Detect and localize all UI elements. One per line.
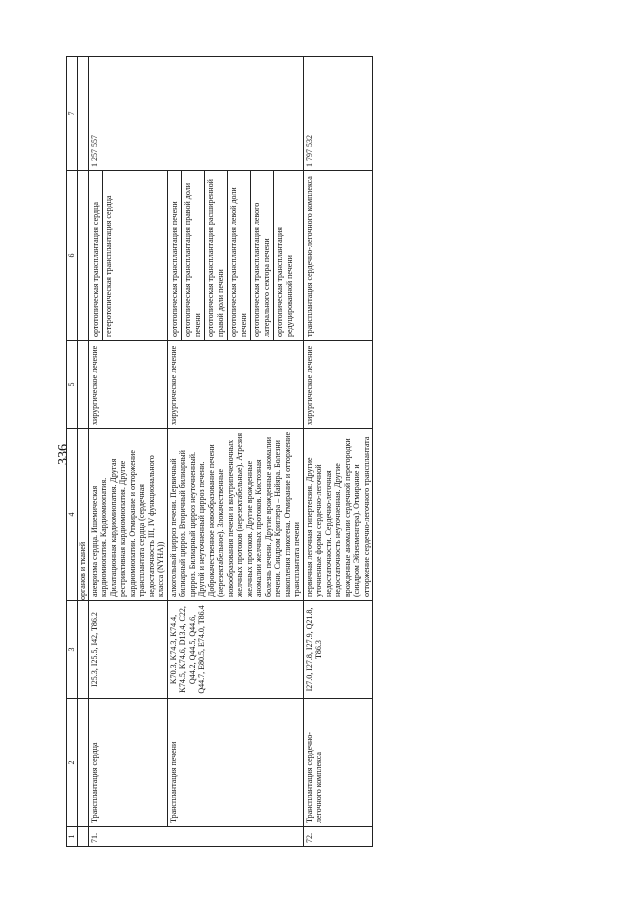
method-item: ортотопическая трансплантация левой доли печени	[227, 171, 250, 340]
method-item: ортотопическая трансплантация расширенной правой доли печени	[204, 171, 227, 340]
icd-codes: I25.3, I25.5, I42, T86.2	[88, 601, 167, 699]
method-item: гетеротопическая трансплантация сердца	[102, 171, 116, 340]
icd-codes: I27.0, I27.8, I27.9, Q21.8, T86.3	[303, 601, 373, 699]
service-name: Трансплантация сердца	[88, 699, 167, 827]
method-item: ортотопическая трансплантация правой доли печени	[181, 171, 204, 340]
icd-codes: K70.3, K74.3, K74.4, K74.5, K74.6, D13.4, C22, Q44.2, Q44.5, Q44.6, Q44.7, E80.5, E74.0, T86.4	[167, 601, 303, 699]
col-header-4: 4	[67, 429, 78, 601]
methods	[88, 171, 167, 341]
diagnosis: алкогольный цирроз печени. Первичный билиарный цирроз. Вторичный билиарный цирроз. Билиарный цирроз неуточненный. Другой и неуточненный цирроз печени. Доброкачественное новообразование печени (нерезектабельное). Злокачественные новообразования печени и внутрипеченочных желчных протоков (нерезектабельные). Атрезия желчных протоков. Другие врожденные аномалии желчных протоков. Кистозная болезнь печени. Другие врожденные аномалии печени. Синдром Криглера – Найяра. Болезни накопления гликогена. Отмирание и отторжение трансплантата печени	[167, 429, 303, 601]
service-name: Трансплантация сердечно-легочного комплекса	[303, 699, 373, 827]
continuation-diagnosis: органов и тканей	[78, 429, 89, 601]
methods	[167, 171, 303, 341]
column-number-header	[67, 57, 78, 847]
method: трансплантация сердечно-легочного комплекса	[303, 171, 373, 341]
row-number: 72.	[303, 827, 373, 847]
col-header-5: 5	[67, 341, 78, 429]
service-name: Трансплантация печени	[167, 699, 303, 827]
method-item: ортотопическая трансплантация левого латерального сектора печени	[250, 171, 273, 340]
col-header-2: 2	[67, 699, 78, 827]
treatment-type: хирургическое лечение	[167, 341, 303, 429]
table-row	[88, 57, 167, 847]
method-item: ортотопическая трансплантация сердца	[90, 202, 100, 337]
table-row	[167, 57, 303, 847]
col-header-3: 3	[67, 601, 78, 699]
treatment-type: хирургическое лечение	[303, 341, 373, 429]
row-number: 71.	[88, 827, 303, 847]
diagnosis: первичная легочная гипертензия. Другие уточненные формы сердечно-легочной недостаточности. Сердечно-легочная недостаточность неуточненная. Другие врожденные аномалии сердечной перегородки (синдром Эйзенменгера). Отмирание и отторжение сердечно-легочного трансплантата	[303, 429, 373, 601]
diagnosis: аневризма сердца. Ишемическая кардиомиопатия. Кардиомиопатия. Дилатационная кардиомиопатия. Другая рестриктивная кардиомиопатия. Другие кардиомиопатии. Отмирание и отторжение трансплантата сердца (сердечная недостаточность III, IV функционального класса (NYHA))	[88, 429, 167, 601]
treatment-type: хирургическое лечение	[88, 341, 167, 429]
cost-sum: 1 257 557	[88, 57, 303, 171]
page-number: 336	[56, 444, 71, 465]
col-header-1: 1	[67, 827, 78, 847]
col-header-6: 6	[67, 171, 78, 341]
table-row	[303, 57, 373, 847]
services-table	[66, 56, 373, 847]
cost-sum: 1 797 532	[303, 57, 373, 171]
method-item: ортотопическая трансплантация печени	[169, 201, 179, 337]
col-header-7: 7	[67, 57, 78, 171]
method-item: ортотопическая трансплантация редуцированной печени	[273, 171, 296, 340]
continuation-row	[78, 57, 89, 847]
